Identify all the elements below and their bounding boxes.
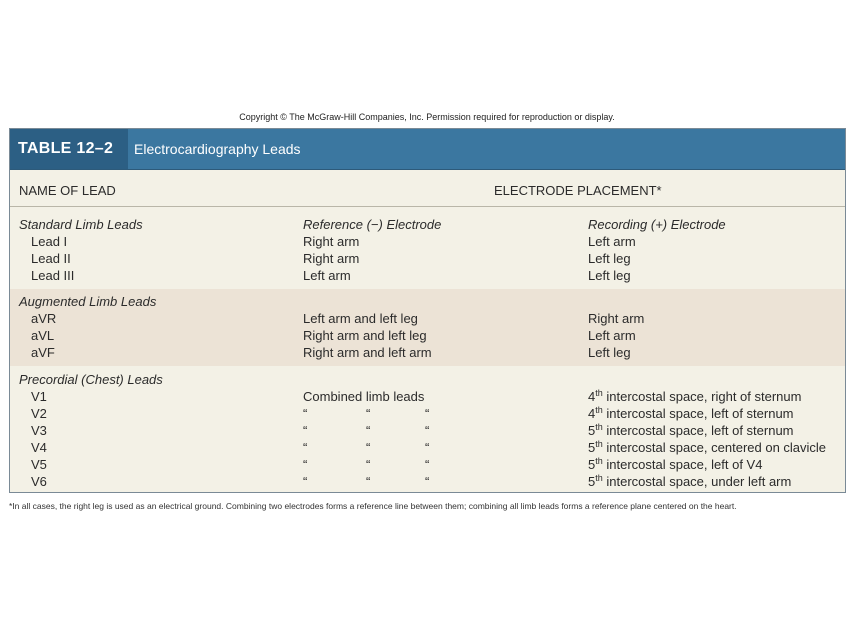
ordinal-suffix: th (595, 473, 603, 483)
table-row (10, 456, 845, 473)
table-row (10, 405, 845, 422)
rib-number: 5 (588, 457, 596, 472)
table-row (10, 250, 845, 267)
rib-number: 5 (588, 440, 596, 455)
ditto-mark: “ (303, 457, 308, 472)
table-title: Electrocardiography Leads (134, 141, 301, 157)
recording-electrode (588, 388, 801, 405)
ditto-mark: “ (425, 406, 430, 421)
ditto-mark: “ (366, 474, 371, 489)
ecg-leads-table (9, 128, 846, 493)
reference-electrode: Right arm (303, 234, 360, 249)
placement-text: intercostal space, left of sternum (602, 423, 794, 438)
placement-text: intercostal space, left of V4 (602, 457, 763, 472)
table-row (10, 388, 845, 405)
recording-electrode: Left arm (588, 328, 636, 343)
ditto-mark: “ (366, 440, 371, 455)
ditto-mark: “ (366, 406, 371, 421)
lead-name: Lead I (31, 234, 68, 249)
table-row (10, 344, 845, 361)
ordinal-suffix: th (595, 405, 603, 415)
lead-name: aVR (31, 311, 57, 326)
ditto-mark: “ (425, 440, 430, 455)
ordinal-suffix: th (595, 422, 603, 432)
reference-electrode: Right arm and left leg (303, 328, 427, 343)
recording-electrode: Left leg (588, 345, 631, 360)
group-name: Standard Limb Leads (19, 217, 143, 232)
recording-electrode: Right arm (588, 311, 645, 326)
group-standard-limb-leads (10, 214, 845, 287)
group-header-row (10, 293, 845, 310)
recording-electrode (588, 473, 791, 490)
group-precordial-chest-leads (10, 368, 845, 492)
lead-name: V5 (31, 457, 47, 472)
recording-electrode (588, 422, 794, 439)
group-header-row (10, 371, 845, 388)
table-footnote: *In all cases, the right leg is used as an electrical ground. Combining two electrodes forms a reference line between them; combining all limb leads forms a reference plane centered on the heart. (9, 501, 737, 511)
reference-electrode: Left arm (303, 268, 351, 283)
lead-name: V4 (31, 440, 47, 455)
placement-text: intercostal space, left of sternum (602, 406, 794, 421)
recording-electrode-header: Recording (+) Electrode (588, 217, 726, 232)
reference-electrode: Right arm (303, 251, 360, 266)
reference-electrode: Right arm and left arm (303, 345, 432, 360)
recording-electrode: Left arm (588, 234, 636, 249)
ordinal-suffix: th (595, 456, 603, 466)
ditto-mark: “ (425, 423, 430, 438)
rib-number: 5 (588, 474, 596, 489)
lead-name: V3 (31, 423, 47, 438)
lead-name: Lead II (31, 251, 71, 266)
copyright-notice: Copyright © The McGraw-Hill Companies, Inc. Permission required for reproduction or display. (239, 112, 615, 122)
divider (10, 206, 845, 207)
lead-name: aVF (31, 345, 55, 360)
table-number: TABLE 12–2 (10, 129, 128, 169)
group-name: Augmented Limb Leads (19, 294, 157, 309)
recording-electrode (588, 439, 826, 456)
table-row (10, 422, 845, 439)
lead-name: aVL (31, 328, 55, 343)
ordinal-suffix: th (595, 439, 603, 449)
ditto-mark: “ (425, 457, 430, 472)
lead-name: V1 (31, 389, 47, 404)
lead-name: Lead III (31, 268, 75, 283)
table-row (10, 233, 845, 250)
ditto-mark: “ (303, 474, 308, 489)
rib-number: 4 (588, 406, 596, 421)
rib-number: 5 (588, 423, 596, 438)
ditto-mark: “ (303, 423, 308, 438)
placement-text: intercostal space, under left arm (602, 474, 792, 489)
table-row (10, 267, 845, 284)
table-row (10, 327, 845, 344)
group-augmented-limb-leads (10, 289, 845, 366)
reference-electrode: Combined limb leads (303, 389, 425, 404)
column-header-electrode-placement: ELECTRODE PLACEMENT* (494, 183, 662, 198)
reference-electrode-header: Reference (−) Electrode (303, 217, 442, 232)
table-title-bar (10, 129, 845, 170)
recording-electrode (588, 456, 762, 473)
ordinal-suffix: th (595, 388, 603, 398)
table-row (10, 473, 845, 490)
recording-electrode: Left leg (588, 268, 631, 283)
column-header-name-of-lead: NAME OF LEAD (19, 183, 116, 198)
placement-text: intercostal space, right of sternum (602, 389, 802, 404)
ditto-mark: “ (366, 457, 371, 472)
ditto-mark: “ (366, 423, 371, 438)
ditto-mark: “ (303, 406, 308, 421)
reference-electrode: Left arm and left leg (303, 311, 418, 326)
recording-electrode (588, 405, 794, 422)
column-header-row (10, 169, 845, 199)
placement-text: intercostal space, centered on clavicle (602, 440, 827, 455)
lead-name: V2 (31, 406, 47, 421)
group-header-row (10, 216, 845, 233)
table-row (10, 439, 845, 456)
ditto-mark: “ (303, 440, 308, 455)
lead-name: V6 (31, 474, 47, 489)
rib-number: 4 (588, 389, 596, 404)
ditto-mark: “ (425, 474, 430, 489)
recording-electrode: Left leg (588, 251, 631, 266)
group-name: Precordial (Chest) Leads (19, 372, 163, 387)
table-row (10, 310, 845, 327)
